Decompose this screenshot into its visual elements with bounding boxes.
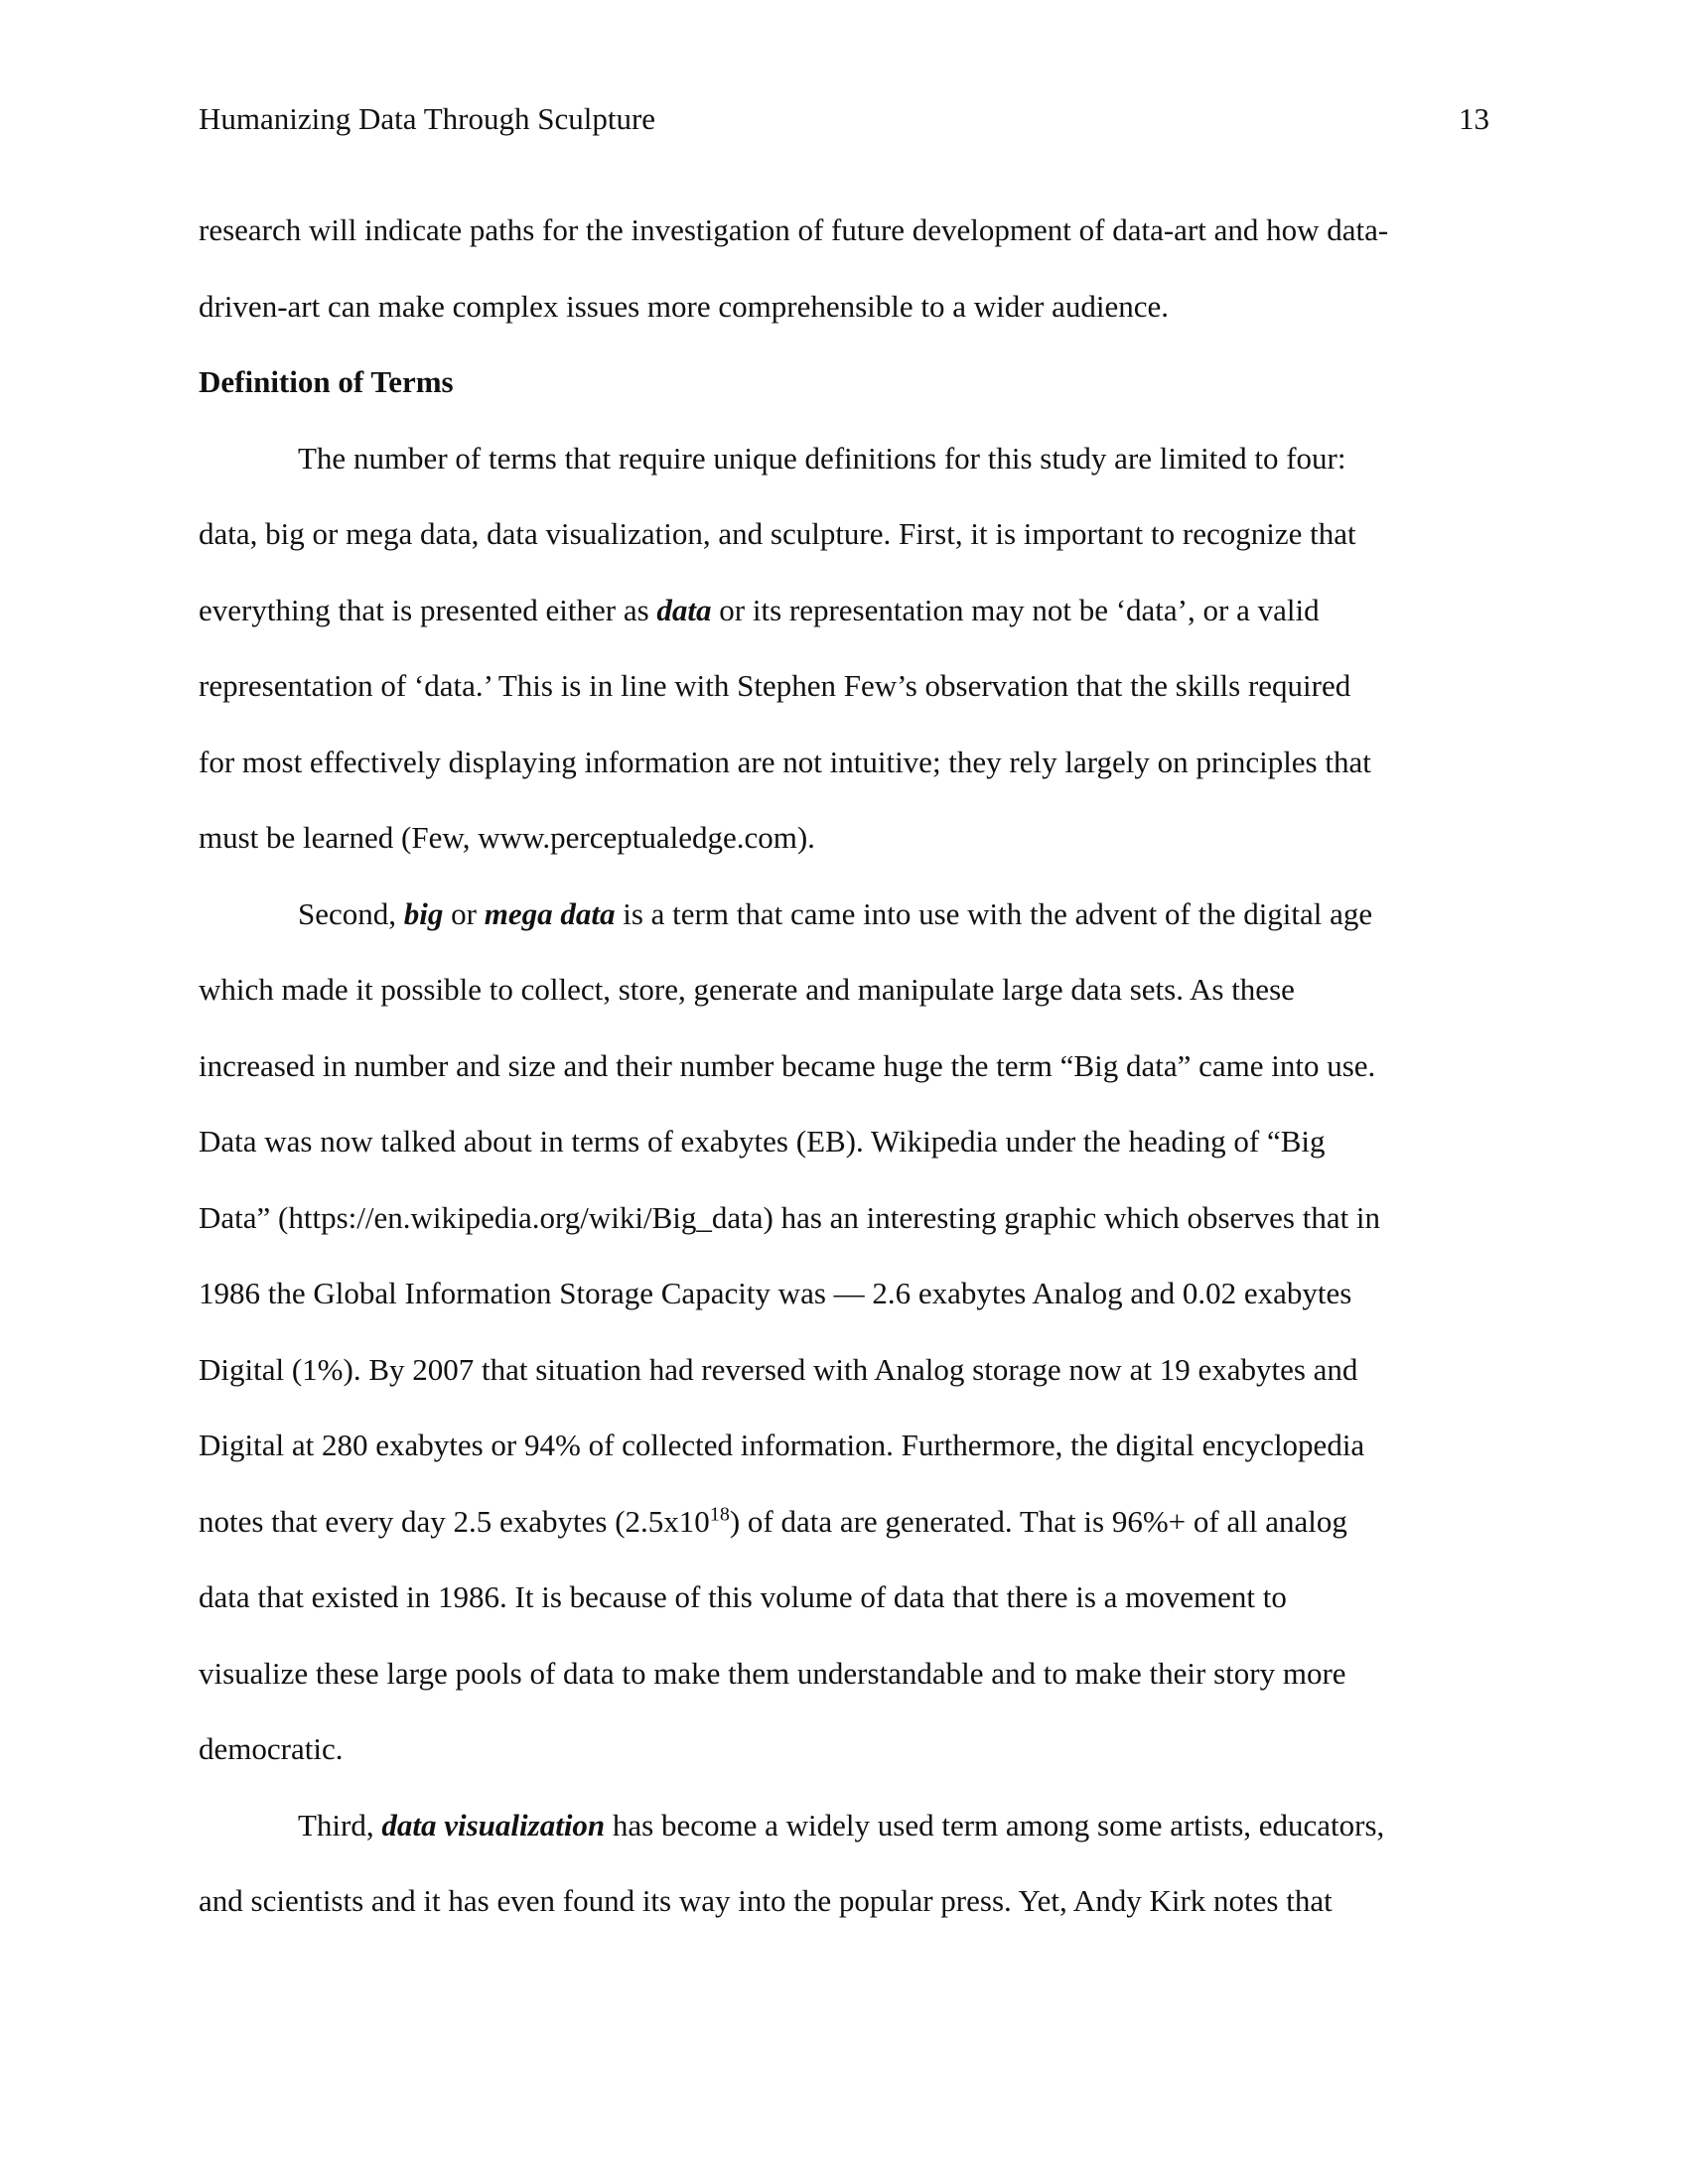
text-line: 1986 the Global Information Storage Capacity was — 2.6 exabytes Analog and 0.02 exabytes xyxy=(199,1276,1352,1310)
text-line: visualize these large pools of data to make them understandable and to make their story more xyxy=(199,1655,1346,1691)
text-line: representation of ‘data.’ This is in line with Stephen Few’s observation that the skills required xyxy=(199,668,1351,703)
text-line: driven-art can make complex issues more comprehensible to a wider audience. xyxy=(199,288,1169,324)
text-line xyxy=(199,877,1489,953)
text-span: notes that every day 2.5 exabytes (2.5x10 xyxy=(199,1503,710,1539)
text-line: Digital (1%). By 2007 that situation had reversed with Analog storage now at 19 exabytes and xyxy=(199,1351,1358,1387)
body-text xyxy=(199,193,1489,1940)
text-span: has become a widely used term among some artists, educators, xyxy=(605,1807,1385,1843)
text-line: must be learned (Few, www.perceptualedge.com). xyxy=(199,820,815,855)
text-line: increased in number and size and their number became huge the term “Big data” came into use. xyxy=(199,1047,1376,1083)
text-span: Third, xyxy=(298,1807,382,1843)
text-line: Digital at 280 exabytes or 94% of collected information. Furthermore, the digital encyclopedia xyxy=(199,1428,1365,1462)
term-data: data xyxy=(656,592,712,627)
text-span: or xyxy=(443,895,485,931)
text-line xyxy=(199,573,1489,649)
section-heading: Definition of Terms xyxy=(199,364,454,399)
term-data-visualization: data visualization xyxy=(381,1807,606,1843)
text-line: for most effectively displaying information are not intuitive; they rely largely on principles that xyxy=(199,744,1371,779)
running-head: Humanizing Data Through Sculpture xyxy=(199,101,656,136)
text-span: ) of data are generated. That is 96%+ of all analog xyxy=(729,1503,1347,1539)
text-line: Data” (https://en.wikipedia.org/wiki/Big_data) has an interesting graphic which observes that in xyxy=(199,1199,1381,1235)
text-line xyxy=(199,1788,1489,1864)
text-span: Second, xyxy=(298,895,404,931)
page-number: 13 xyxy=(1459,101,1489,136)
text-line: democratic. xyxy=(199,1731,344,1766)
text-line: research will indicate paths for the investigation of future development of data-art and how data- xyxy=(199,212,1389,247)
term-mega-data: mega data xyxy=(484,895,616,931)
text-span: or its representation may not be ‘data’, or a valid xyxy=(711,592,1320,627)
text-span: everything that is presented either as xyxy=(199,592,657,627)
text-line xyxy=(199,1484,1489,1561)
text-line: The number of terms that require unique definitions for this study are limited to four: xyxy=(298,440,1346,476)
text-line: data, big or mega data, data visualization, and sculpture. First, it is important to recognize that xyxy=(199,516,1356,551)
text-line: Data was now talked about in terms of exabytes (EB). Wikipedia under the heading of “Big xyxy=(199,1124,1326,1159)
text-line: which made it possible to collect, store, generate and manipulate large data sets. As these xyxy=(199,972,1295,1007)
superscript-exponent: 18 xyxy=(709,1503,730,1526)
text-line: data that existed in 1986. It is because of this volume of data that there is a movement to xyxy=(199,1579,1287,1614)
term-big: big xyxy=(403,895,444,931)
text-span: is a term that came into use with the advent of the digital age xyxy=(615,895,1373,931)
text-line: and scientists and it has even found its way into the popular press. Yet, Andy Kirk notes that xyxy=(199,1883,1333,1918)
